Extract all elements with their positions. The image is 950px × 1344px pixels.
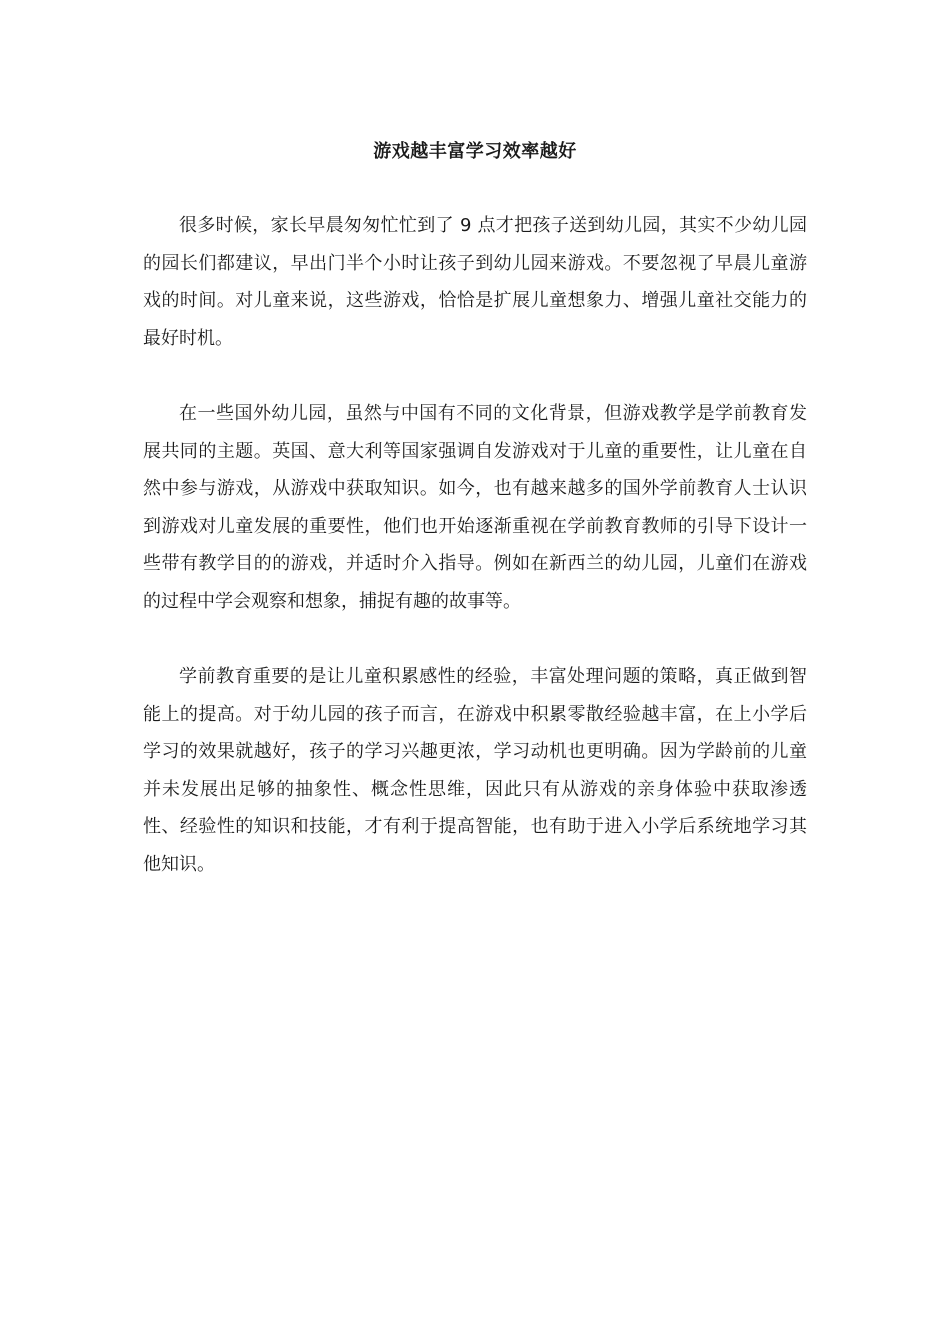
paragraph-2: 在一些国外幼儿园，虽然与中国有不同的文化背景，但游戏教学是学前教育发展共同的主题。英国、意大利等国家强调自发游戏对于儿童的重要性，让儿童在自然中参与游戏，从游戏中获取知识。如今，也有越来越多的国外学前教育人士认识到游戏对儿童发展的重要性，他们也开始逐渐重视在学前教育教师的引导下设计一些带有教学目的的游戏，并适时介入指导。例如在新西兰的幼儿园，儿童们在游戏的过程中学会观察和想象，捕捉有趣的故事等。 bbox=[143, 403, 807, 612]
paragraph-1: 很多时候，家长早晨匆匆忙忙到了 9 点才把孩子送到幼儿园，其实不少幼儿园的园长们都建议，早出门半个小时让孩子到幼儿园来游戏。不要忽视了早晨儿童游戏的时间。对儿童来说，这些游戏，恰恰是扩展儿童想象力、增强儿童社交能力的最好时机。 bbox=[143, 215, 807, 349]
document-title: 游戏越丰富学习效率越好 bbox=[373, 141, 577, 162]
paragraph-3: 学前教育重要的是让儿童积累感性的经验，丰富处理问题的策略，真正做到智能上的提高。对于幼儿园的孩子而言，在游戏中积累零散经验越丰富，在上小学后学习的效果就越好，孩子的学习兴趣更浓，学习动机也更明确。因为学龄前的儿童并未发展出足够的抽象性、概念性思维，因此只有从游戏的亲身体验中获取渗透性、经验性的知识和技能，才有利于提高智能，也有助于进入小学后系统地学习其他知识。 bbox=[143, 666, 807, 875]
document-body bbox=[143, 207, 807, 921]
